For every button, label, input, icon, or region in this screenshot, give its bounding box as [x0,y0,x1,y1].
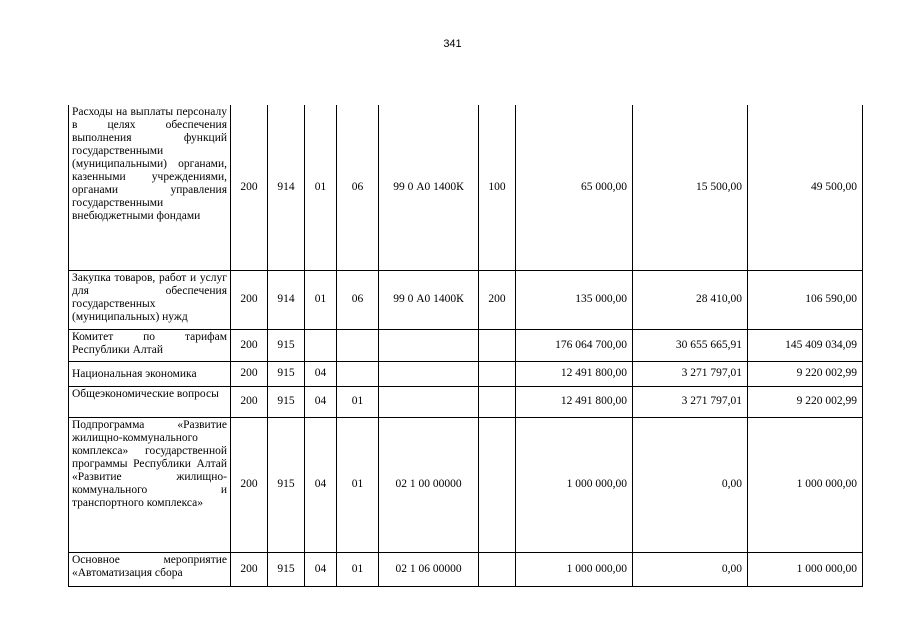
cell-c6 [479,329,516,361]
cell-c2: 915 [268,329,305,361]
page-number: 341 [443,38,462,50]
cell-c8: 28 410,00 [633,270,748,329]
cell-c3: 04 [305,417,337,552]
cell-c5: 99 0 А0 1400К [379,105,479,270]
cell-c9: 1 000 000,00 [748,417,863,552]
cell-c1: 200 [231,417,268,552]
cell-c8: 3 271 797,01 [633,386,748,417]
cell-c9: 1 000 000,00 [748,552,863,586]
cell-c2: 915 [268,361,305,386]
cell-c5 [379,329,479,361]
cell-c6 [479,417,516,552]
cell-c2: 914 [268,105,305,270]
cell-c3: 04 [305,552,337,586]
cell-c9: 9 220 002,99 [748,386,863,417]
table-row [69,417,863,552]
cell-c4 [337,361,379,386]
cell-c2: 915 [268,386,305,417]
row-name: Закупка товаров, работ и услуг для обеспечения государственных (муниципальных) нужд [69,270,231,329]
cell-c8: 30 655 665,91 [633,329,748,361]
cell-c2: 915 [268,417,305,552]
cell-c1: 200 [231,105,268,270]
table-row [69,105,863,270]
row-name: Общеэкономические вопросы [69,386,231,417]
table-row [69,329,863,361]
cell-c4 [337,329,379,361]
cell-c2: 915 [268,552,305,586]
cell-c7: 135 000,00 [516,270,633,329]
cell-c6 [479,552,516,586]
cell-c1: 200 [231,386,268,417]
cell-c9: 49 500,00 [748,105,863,270]
cell-c1: 200 [231,329,268,361]
cell-c8: 0,00 [633,552,748,586]
cell-c3 [305,329,337,361]
cell-c7: 65 000,00 [516,105,633,270]
cell-c5: 02 1 00 00000 [379,417,479,552]
cell-c6: 200 [479,270,516,329]
row-name: Национальная экономика [69,361,231,386]
cell-c1: 200 [231,270,268,329]
cell-c4: 01 [337,417,379,552]
cell-c5: 02 1 06 00000 [379,552,479,586]
row-name: Расходы на выплаты персоналу в целях обеспечения выполнения функций государственными (муниципальными) органами, казенными учреждениями, органами управления государственными внебюджетными фондами [69,105,231,270]
cell-c5 [379,386,479,417]
cell-c7: 1 000 000,00 [516,552,633,586]
cell-c5 [379,361,479,386]
cell-c4: 01 [337,386,379,417]
budget-table [68,105,863,587]
cell-c9: 145 409 034,09 [748,329,863,361]
cell-c4: 06 [337,105,379,270]
cell-c3: 04 [305,386,337,417]
cell-c7: 12 491 800,00 [516,386,633,417]
cell-c7: 1 000 000,00 [516,417,633,552]
cell-c3: 04 [305,361,337,386]
cell-c3: 01 [305,105,337,270]
cell-c8: 0,00 [633,417,748,552]
cell-c5: 99 0 А0 1400К [379,270,479,329]
cell-c7: 176 064 700,00 [516,329,633,361]
cell-c1: 200 [231,361,268,386]
cell-c6 [479,386,516,417]
table-row [69,552,863,586]
cell-c9: 106 590,00 [748,270,863,329]
cell-c6: 100 [479,105,516,270]
cell-c8: 15 500,00 [633,105,748,270]
cell-c2: 914 [268,270,305,329]
cell-c9: 9 220 002,99 [748,361,863,386]
row-name: Комитет по тарифам Республики Алтай [69,329,231,361]
cell-c7: 12 491 800,00 [516,361,633,386]
row-name: Подпрограмма «Развитие жилищно-коммунального комплекса» государственной программы Республики Алтай «Развитие жилищно-коммунального и транспортного комплекса» [69,417,231,552]
cell-c1: 200 [231,552,268,586]
table-row [69,270,863,329]
cell-c4: 01 [337,552,379,586]
cell-c8: 3 271 797,01 [633,361,748,386]
cell-c4: 06 [337,270,379,329]
table-row [69,361,863,386]
cell-c3: 01 [305,270,337,329]
row-name: Основное мероприятие «Автоматизация сбора [69,552,231,586]
cell-c6 [479,361,516,386]
table-row [69,386,863,417]
